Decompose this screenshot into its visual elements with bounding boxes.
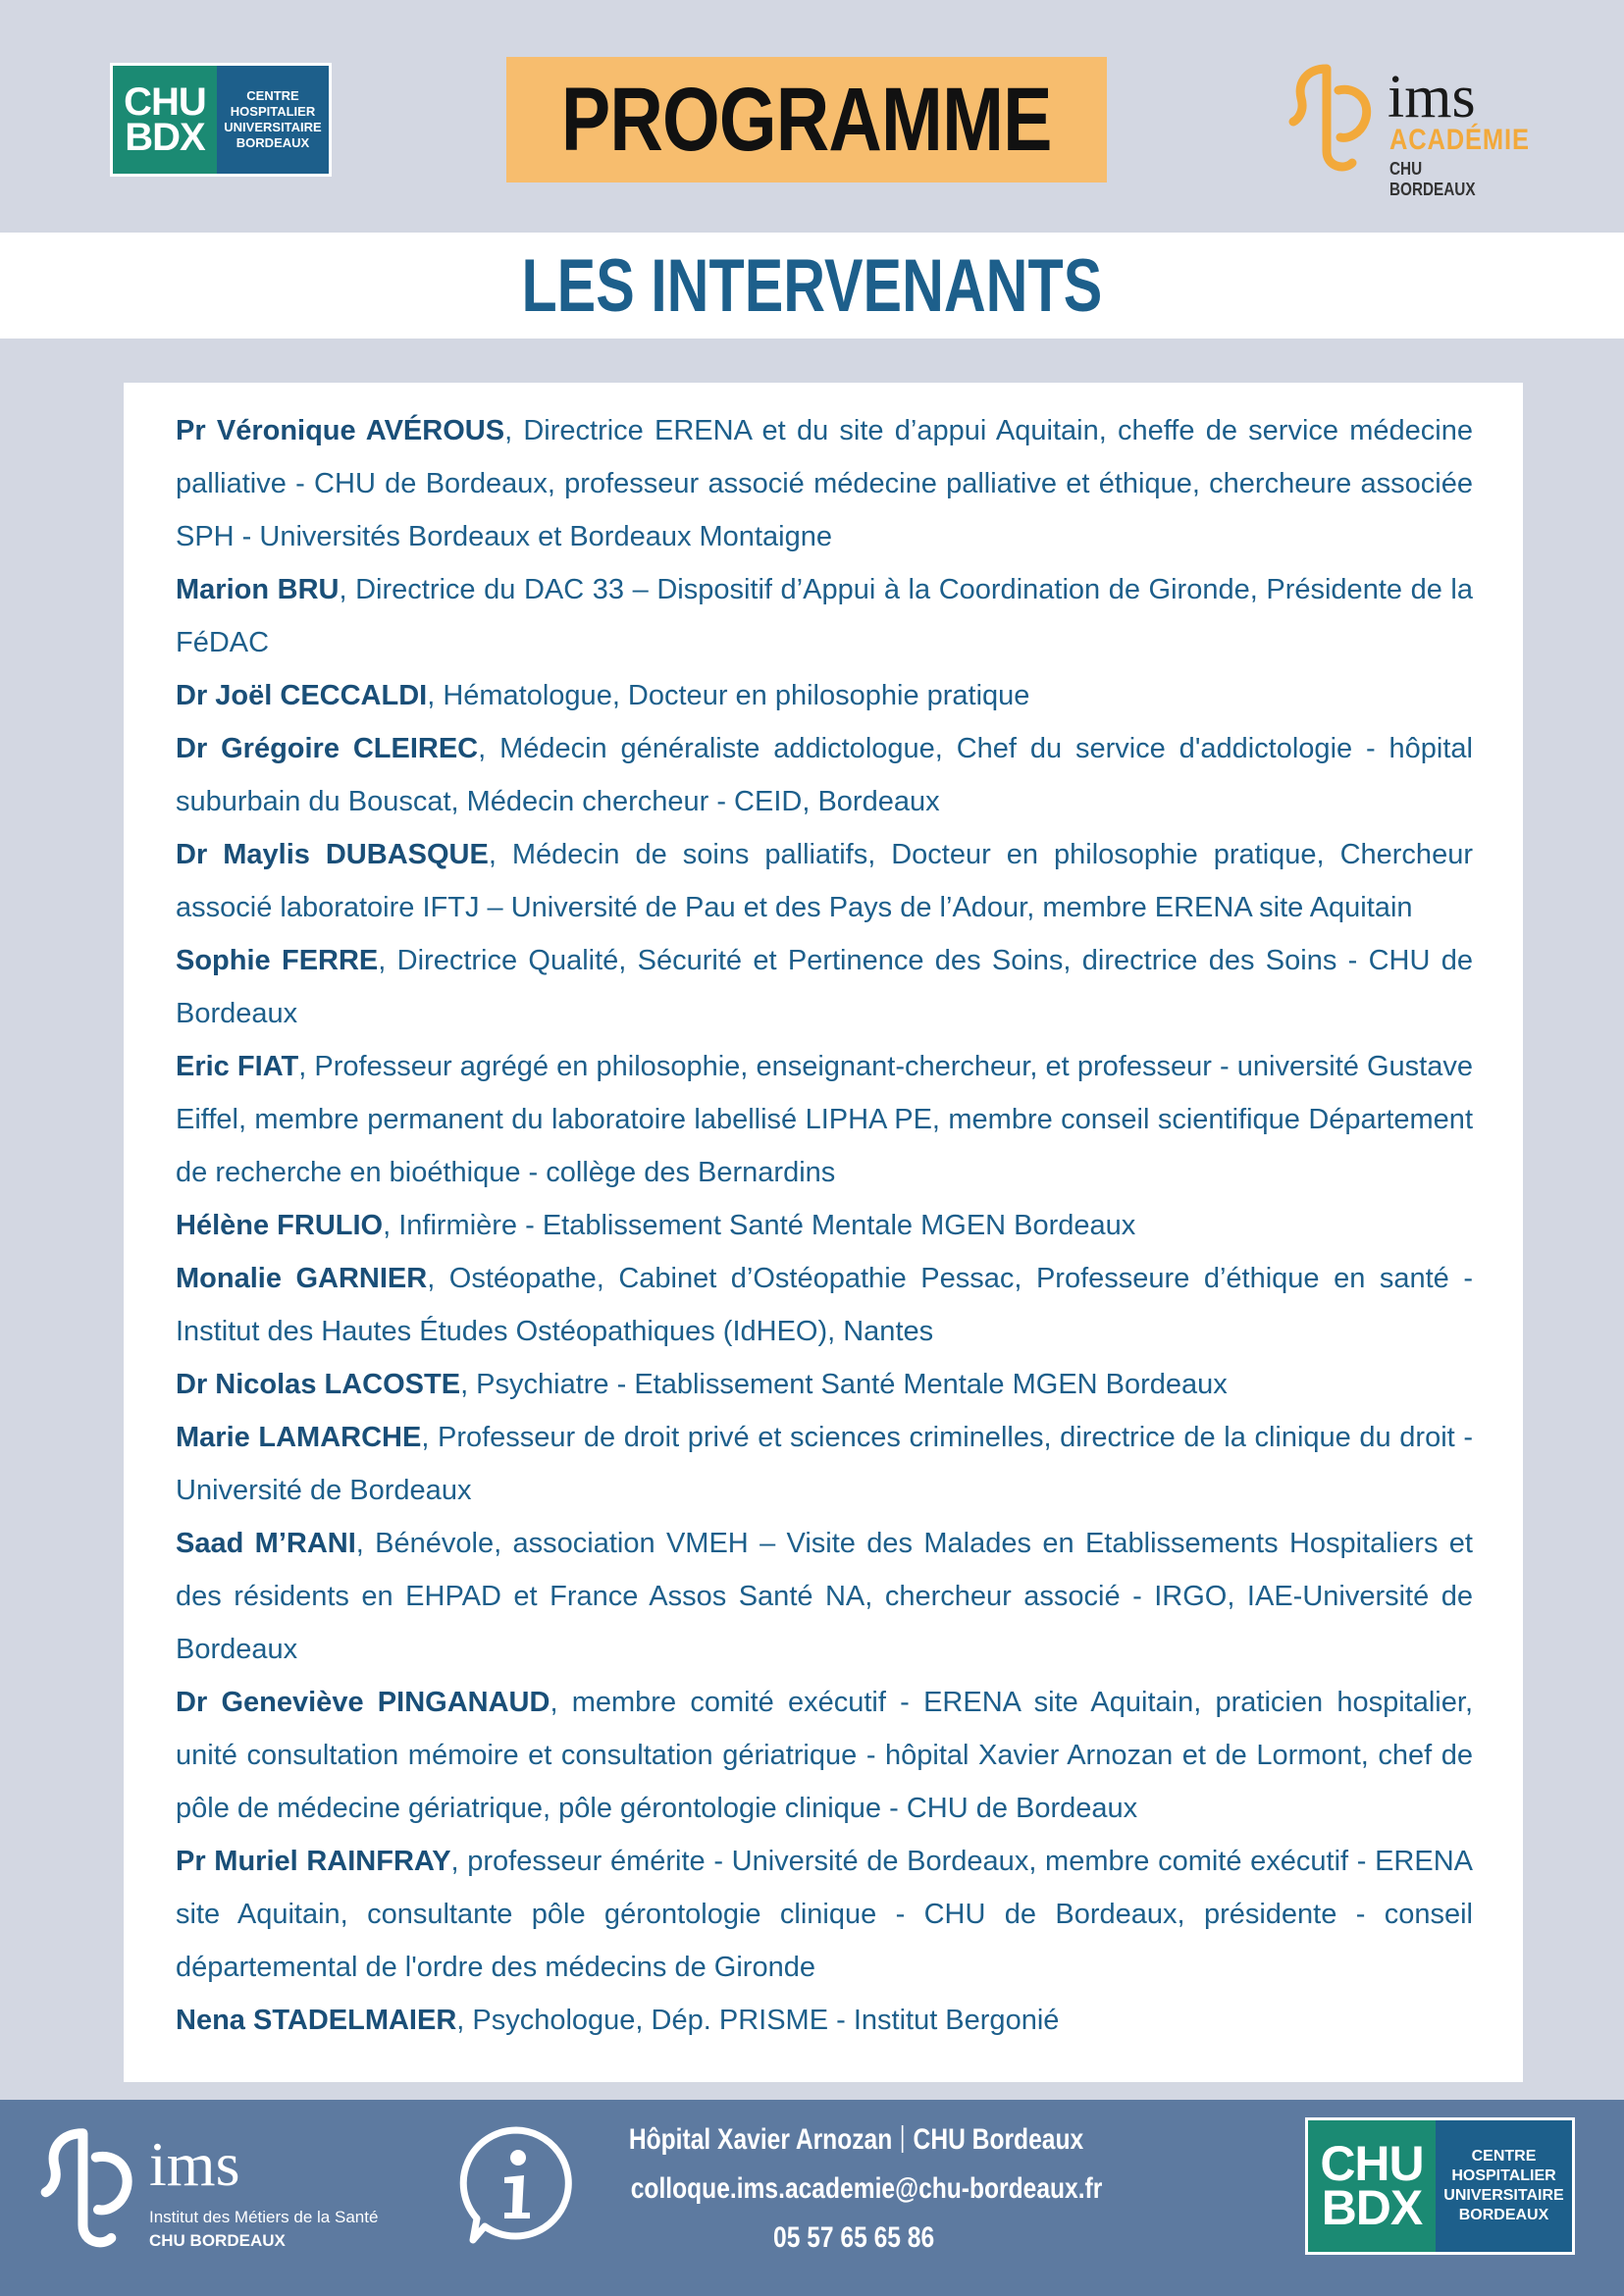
- speaker-name: Saad M’RANI: [176, 1528, 356, 1559]
- contact-email[interactable]: colloque.ims.academie@chu-bordeaux.fr: [630, 2172, 1103, 2205]
- venue-name: Hôpital Xavier Arnozan: [628, 2123, 893, 2156]
- speaker-entry: [176, 1040, 1473, 1199]
- section-title: LES INTERVENANTS: [521, 243, 1103, 328]
- speaker-entry: [176, 1252, 1473, 1358]
- speaker-name: Marie LAMARCHE: [176, 1422, 422, 1453]
- speaker-name: Dr Grégoire CLEIREC: [176, 733, 479, 764]
- ims-logo-chu: CHU BORDEAUX: [1389, 159, 1476, 199]
- ims-footer-logo-icon: [39, 2121, 137, 2259]
- speaker-entry: [176, 934, 1473, 1040]
- speaker-entry: [176, 1835, 1473, 1994]
- speaker-name: Dr Geneviève PINGANAUD: [176, 1687, 550, 1718]
- speakers-list: [176, 404, 1473, 2047]
- speaker-description: , Ostéopathe, Cabinet d’Ostéopathie Pessac, Professeure d’éthique en santé - Institut des Hautes Études Ostéopathiques (IdHEO), Nantes: [176, 1263, 1473, 1347]
- chu-footer-logo-mark: CHU BDX: [1308, 2120, 1436, 2252]
- speaker-description: , Directrice du DAC 33 – Dispositif d’Appui à la Coordination de Gironde, Présidente de la FéDAC: [176, 574, 1473, 658]
- speaker-entry: [176, 669, 1473, 722]
- ims-academie-logo: [1287, 59, 1533, 199]
- speaker-name: Hélène FRULIO: [176, 1210, 384, 1241]
- ims-footer-line1: Institut des Métiers de la Santé: [149, 2208, 379, 2226]
- chu-bdx-footer-logo: [1305, 2117, 1575, 2255]
- speaker-name: Pr Véronique AVÉROUS: [176, 415, 505, 446]
- speakers-card: [124, 383, 1523, 2082]
- speaker-name: Pr Muriel RAINFRAY: [176, 1846, 451, 1877]
- ims-footer-line2: CHU BORDEAUX: [149, 2231, 286, 2250]
- speaker-description: , Professeur agrégé en philosophie, enseignant-chercheur, et professeur - université Gustave Eiffel, membre permanent du laboratoire labellisé LIPHA PE, membre conseil scientifique Département de recherche en bioéthique - collège des Bernardins: [176, 1051, 1473, 1188]
- ims-logo-academie: ACADÉMIE: [1389, 124, 1530, 156]
- speaker-description: , Professeur de droit privé et sciences criminelles, directrice de la clinique du droit - Université de Bordeaux: [176, 1422, 1473, 1506]
- speaker-description: , membre comité exécutif - ERENA site Aquitain, praticien hospitalier, unité consultation mémoire et consultation gériatrique - hôpital Xavier Arnozan et de Lormont, chef de pôle de médecine gériatrique, pôle gérontologie clinique - CHU de Bordeaux: [176, 1687, 1473, 1824]
- speaker-name: Sophie FERRE: [176, 945, 379, 976]
- contact-divider: [902, 2125, 904, 2153]
- speaker-entry: [176, 563, 1473, 669]
- speaker-entry: [176, 1358, 1473, 1411]
- speaker-entry: [176, 1994, 1473, 2047]
- institution-name: CHU Bordeaux: [913, 2123, 1084, 2156]
- info-icon: [455, 2124, 577, 2246]
- speaker-entry: [176, 1517, 1473, 1676]
- chu-logo-text: CENTRE HOSPITALIER UNIVERSITAIRE BORDEAUX: [217, 66, 329, 174]
- ims-footer-word: ims: [149, 2129, 240, 2199]
- speaker-name: Eric FIAT: [176, 1051, 299, 1082]
- speaker-name: Dr Maylis DUBASQUE: [176, 839, 489, 870]
- speaker-name: Nena STADELMAIER: [176, 2005, 457, 2036]
- ims-logo-icon: [1287, 61, 1376, 179]
- speaker-description: , Psychiatre - Etablissement Santé Mentale MGEN Bordeaux: [460, 1369, 1228, 1400]
- speaker-description: , Psychologue, Dép. PRISME - Institut Bergonié: [456, 2005, 1060, 2036]
- speaker-description: , Directrice ERENA et du site d’appui Aquitain, cheffe de service médecine palliative - CHU de Bordeaux, professeur associé médecine palliative et éthique, chercheure associée SPH - Universités Bordeaux et Bordeaux Montaigne: [176, 415, 1473, 552]
- ims-logo-word: ims: [1388, 64, 1476, 130]
- speaker-name: Dr Joël CECCALDI: [176, 680, 428, 711]
- speaker-name: Marion BRU: [176, 574, 340, 605]
- speaker-description: , Directrice Qualité, Sécurité et Pertinence des Soins, directrice des Soins - CHU de Bordeaux: [176, 945, 1474, 1029]
- ims-footer-logo: [39, 2121, 393, 2269]
- chu-footer-logo-text: CENTRE HOSPITALIER UNIVERSITAIRE BORDEAUX: [1436, 2120, 1572, 2252]
- contact-phone[interactable]: 05 57 65 65 86: [772, 2221, 935, 2254]
- speaker-description: , Médecin de soins palliatifs, Docteur en philosophie pratique, Chercheur associé laboratoire IFTJ – Université de Pau et des Pays de l’Adour, membre ERENA site Aquitain: [176, 839, 1473, 923]
- speaker-entry: [176, 1676, 1473, 1835]
- section-title-band: [0, 233, 1624, 339]
- contact-info: [579, 2115, 1128, 2263]
- speaker-name: Dr Nicolas LACOSTE: [176, 1369, 461, 1400]
- chu-logo-mark: CHU BDX: [113, 66, 217, 174]
- speaker-entry: [176, 1199, 1473, 1252]
- speaker-entry: [176, 404, 1473, 563]
- speaker-entry: [176, 1411, 1473, 1517]
- chu-bdx-logo: [110, 63, 332, 177]
- speaker-description: , professeur émérite - Université de Bordeaux, membre comité exécutif - ERENA site Aquitain, consultante pôle gérontologie clinique - CHU de Bordeaux, présidente - conseil départemental de l'ordre des médecins de Gironde: [176, 1846, 1474, 1983]
- speaker-description: , Médecin généraliste addictologue, Chef du service d'addictologie - hôpital suburbain du Bouscat, Médecin chercheur - CEID, Bordeaux: [176, 733, 1473, 817]
- programme-banner: [506, 57, 1107, 183]
- speaker-name: Monalie GARNIER: [176, 1263, 428, 1294]
- speaker-entry: [176, 828, 1473, 934]
- speaker-entry: [176, 722, 1473, 828]
- programme-label: PROGRAMME: [561, 69, 1052, 170]
- speaker-description: , Infirmière - Etablissement Santé Mentale MGEN Bordeaux: [383, 1210, 1136, 1241]
- speaker-description: , Bénévole, association VMEH – Visite des Malades en Etablissements Hospitaliers et des résidents en EHPAD et France Assos Santé NA, chercheur associé - IRGO, IAE-Université de Bordeaux: [176, 1528, 1473, 1665]
- speaker-description: , Hématologue, Docteur en philosophie pratique: [427, 680, 1030, 711]
